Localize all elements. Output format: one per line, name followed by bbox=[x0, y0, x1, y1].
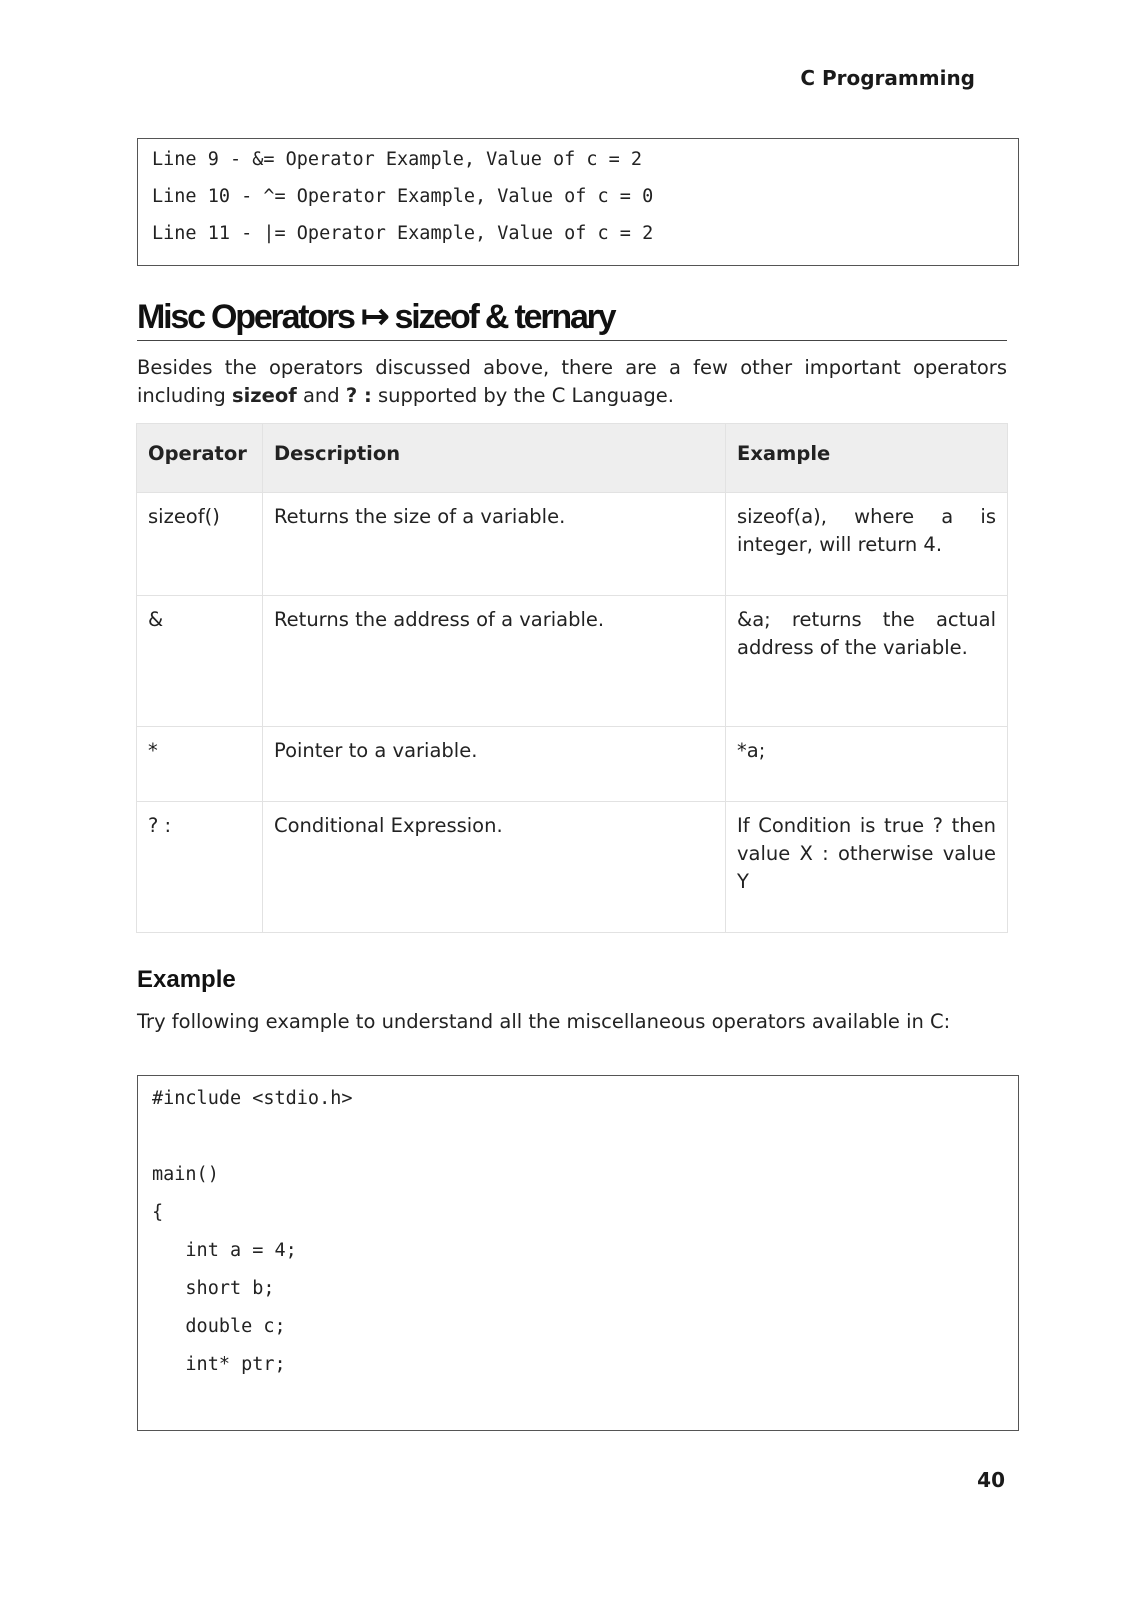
example-cell: *a; bbox=[726, 727, 1008, 802]
column-header-operator: Operator bbox=[137, 424, 263, 493]
table-row bbox=[137, 493, 1008, 596]
intro-bold-ternary: ? : bbox=[345, 384, 372, 407]
operator-cell: * bbox=[137, 727, 263, 802]
intro-bold-sizeof: sizeof bbox=[232, 384, 297, 407]
code-line: double c; bbox=[152, 1316, 286, 1337]
operator-cell: & bbox=[137, 596, 263, 727]
code-line: short b; bbox=[152, 1278, 275, 1299]
table-row bbox=[137, 596, 1008, 727]
column-header-example: Example bbox=[726, 424, 1008, 493]
code-line: main() bbox=[152, 1164, 219, 1185]
description-cell: Returns the address of a variable. bbox=[263, 596, 726, 727]
example-cell: &a; returns the actual address of the variable. bbox=[726, 596, 1008, 727]
example-code-box bbox=[137, 1075, 1019, 1431]
operators-table bbox=[136, 423, 1008, 933]
column-header-description: Description bbox=[263, 424, 726, 493]
code-line: { bbox=[152, 1202, 164, 1223]
page-number: 40 bbox=[977, 1468, 1005, 1492]
example-intro-text: Try following example to understand all the miscellaneous operators available in C: bbox=[137, 1010, 951, 1033]
table-header-row bbox=[137, 424, 1008, 493]
operator-cell: ? : bbox=[137, 802, 263, 933]
intro-text: and bbox=[296, 384, 346, 407]
output-line: Line 9 - &= Operator Example, Value of c = 2 bbox=[152, 149, 643, 170]
operator-cell: sizeof() bbox=[137, 493, 263, 596]
description-cell: Pointer to a variable. bbox=[263, 727, 726, 802]
example-heading: Example bbox=[137, 966, 236, 993]
description-cell: Returns the size of a variable. bbox=[263, 493, 726, 596]
code-line: #include <stdio.h> bbox=[152, 1088, 353, 1109]
section-title: Misc Operators ↦ sizeof & ternary bbox=[137, 296, 1007, 341]
code-line: int* ptr; bbox=[152, 1354, 286, 1375]
running-header-title: C Programming bbox=[800, 66, 975, 90]
table-row bbox=[137, 727, 1008, 802]
output-code-box bbox=[137, 138, 1019, 266]
output-line: Line 11 - |= Operator Example, Value of c = 2 bbox=[152, 223, 654, 244]
intro-paragraph bbox=[137, 354, 1007, 410]
intro-text: supported by the C Language. bbox=[371, 384, 674, 407]
example-cell: If Condition is true ? then value X : otherwise value Y bbox=[726, 802, 1008, 933]
output-line: Line 10 - ^= Operator Example, Value of c = 0 bbox=[152, 186, 654, 207]
code-line: int a = 4; bbox=[152, 1240, 297, 1261]
example-cell: sizeof(a), where a is integer, will return 4. bbox=[726, 493, 1008, 596]
table-row bbox=[137, 802, 1008, 933]
description-cell: Conditional Expression. bbox=[263, 802, 726, 933]
intro-text: Besides the operators discussed above, there are a few other important operators including bbox=[137, 356, 1007, 407]
